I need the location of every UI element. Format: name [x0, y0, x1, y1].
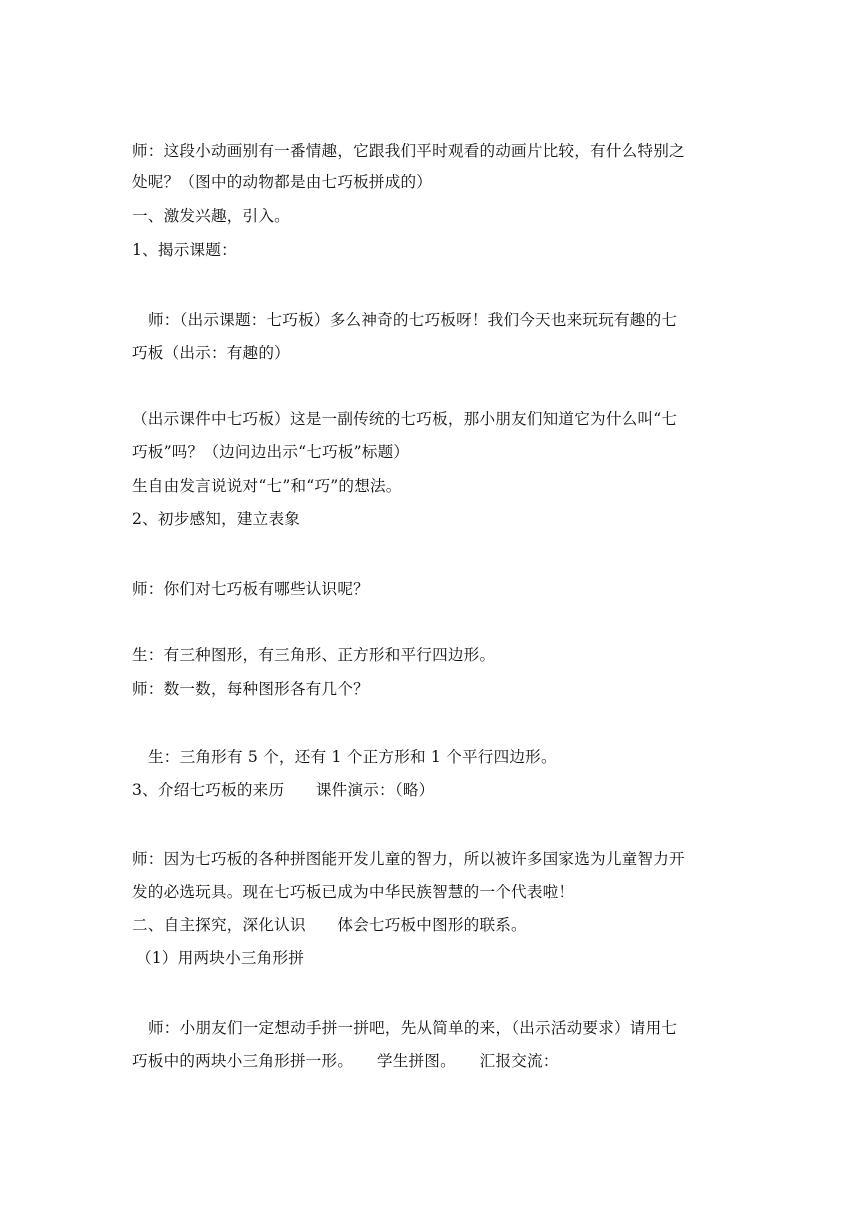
paragraph-line: 师：因为七巧板的各种拼图能开发儿童的智力，所以被许多国家选为儿童智力开	[132, 850, 685, 868]
paragraph-line: 巧板（出示：有趣的）	[132, 344, 290, 362]
paragraph-line: 生：有三种图形，有三角形、正方形和平行四边形。	[132, 646, 496, 664]
section-heading: 二、自主探究，深化认识 体会七巧板中图形的联系。	[132, 916, 527, 934]
paragraph-line: 巧板”吗？（边问边出示“七巧板”标题）	[132, 443, 410, 461]
paragraph-line: 师：你们对七巧板有哪些认识呢？	[132, 580, 369, 598]
paragraph-line: 生：三角形有 5 个，还有 1 个正方形和 1 个平行四边形。	[148, 748, 557, 766]
paragraph-line: 处呢？（图中的动物都是由七巧板拼成的）	[132, 173, 433, 191]
paragraph-line: 师：数一数，每种图形各有几个？	[132, 680, 369, 698]
paragraph-line: 师：这段小动画别有一番情趣，它跟我们平时观看的动画片比较，有什么特别之	[132, 142, 685, 160]
subsection-heading: 3、介绍七巧板的来历 课件演示：（略）	[132, 781, 435, 799]
subsection-heading: 1、揭示课题：	[132, 241, 237, 259]
paragraph-line: 生自由发言说说对“七”和“巧”的想法。	[132, 477, 402, 495]
paragraph-line: （出示课件中七巧板）这是一副传统的七巧板，那小朋友们知道它为什么叫“七	[132, 410, 678, 428]
subsection-heading: （1）用两块小三角形拼	[136, 949, 305, 967]
paragraph-line: 巧板中的两块小三角形拼一形。 学生拼图。 汇报交流：	[132, 1052, 559, 1070]
section-heading: 一、激发兴趣，引入。	[132, 207, 290, 225]
paragraph-line: 发的必选玩具。现在七巧板已成为中华民族智慧的一个代表啦！	[132, 883, 575, 901]
paragraph-line: 师：（出示课题：七巧板）多么神奇的七巧板呀！我们今天也来玩玩有趣的七	[148, 311, 678, 329]
subsection-heading: 2、初步感知，建立表象	[132, 510, 301, 528]
paragraph-line: 师：小朋友们一定想动手拼一拼吧，先从简单的来，（出示活动要求）请用七	[148, 1019, 678, 1037]
